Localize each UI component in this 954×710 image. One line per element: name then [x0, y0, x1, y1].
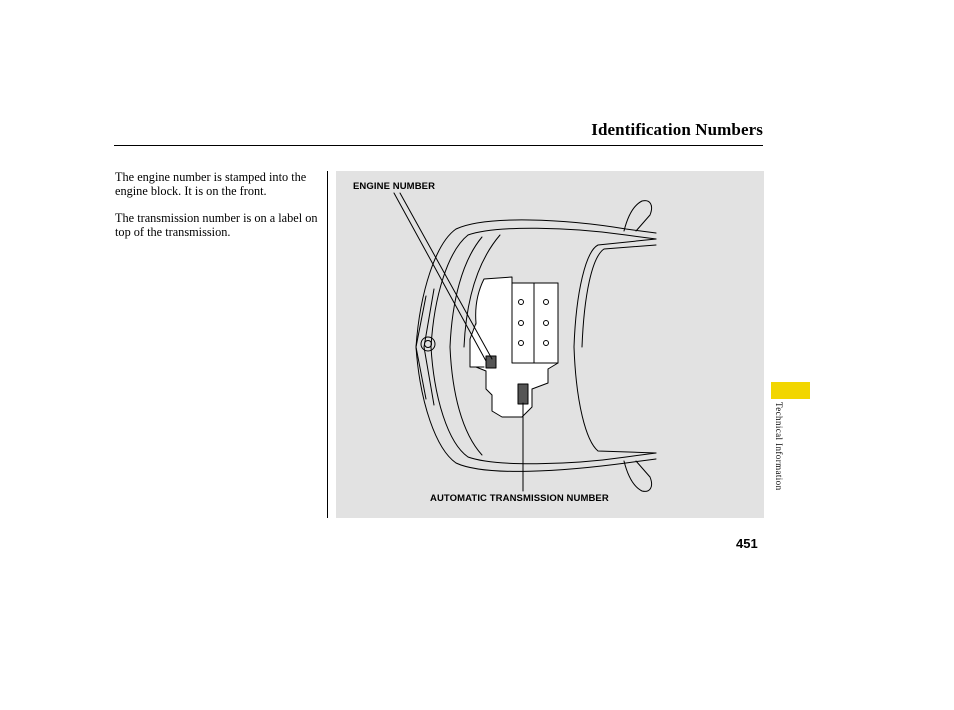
transmission-label-plate	[518, 384, 528, 404]
windshield	[574, 239, 656, 453]
transmission-number-paragraph: The transmission number is on a label on top of the transmission.	[115, 211, 318, 239]
section-label: Technical Information	[774, 402, 784, 491]
title-rule	[114, 145, 763, 146]
engine-leader-line-2	[400, 193, 492, 359]
emblem-outer	[421, 337, 435, 351]
windshield-inner	[582, 245, 656, 347]
emblem-inner	[425, 341, 432, 348]
transmission-number-label: AUTOMATIC TRANSMISSION NUMBER	[430, 493, 609, 504]
engine-number-label: ENGINE NUMBER	[353, 181, 436, 192]
right-mirror	[624, 461, 652, 491]
left-mirror	[624, 201, 652, 231]
column-divider	[327, 171, 328, 518]
engine-number-paragraph: The engine number is stamped into the engine block. It is on the front.	[115, 170, 307, 198]
car-engine-diagram	[336, 171, 764, 518]
body-text	[115, 171, 320, 253]
section-tab	[771, 382, 810, 399]
page-number: 451	[736, 536, 758, 551]
identification-figure	[336, 171, 764, 518]
page-title: Identification Numbers	[591, 120, 763, 139]
engine-leader-line-1	[394, 193, 486, 361]
